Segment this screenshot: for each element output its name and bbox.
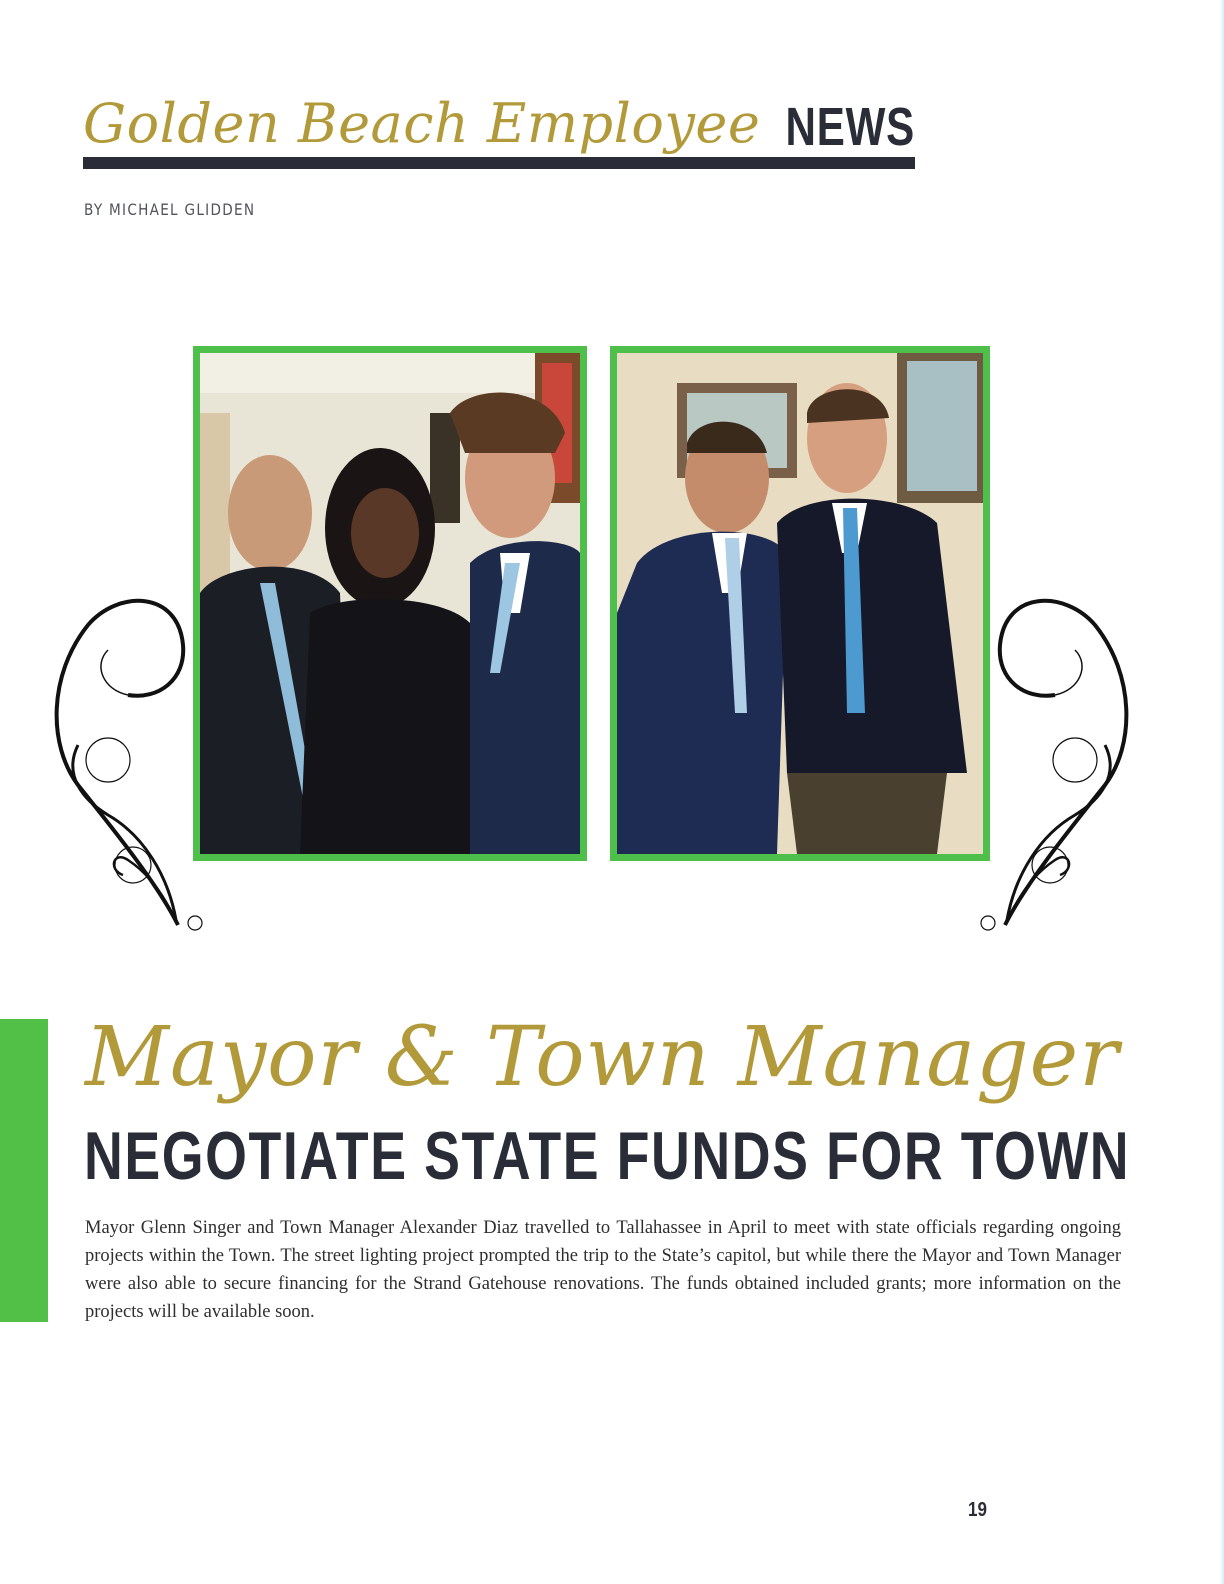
masthead	[83, 84, 915, 174]
green-accent-bar	[0, 1019, 48, 1322]
page-number: 19	[968, 1499, 987, 1521]
byline: BY MICHAEL GLIDDEN	[84, 200, 256, 219]
photo-right	[610, 346, 990, 861]
right-flourish-ornament	[975, 585, 1135, 940]
article-headline-script: Mayor & Town Manager	[85, 1010, 1120, 1105]
masthead-rule	[83, 157, 915, 169]
photo-left	[193, 346, 587, 861]
masthead-news-title: NEWS	[785, 97, 915, 157]
masthead-script-title: Golden Beach Employee	[83, 92, 761, 155]
left-flourish-ornament	[48, 585, 208, 940]
article-body: Mayor Glenn Singer and Town Manager Alexander Diaz travelled to Tallahassee in April to meet with state officials regarding ongoing projects within the Town. The street lighting project prompted the trip to the State’s capitol, but while there the Mayor and Town Manager were also able to secure financing for the Strand Gatehouse renovations. The funds obtained included grants; more information on the projects will be available soon.	[85, 1218, 1121, 1322]
article-headline: NEGOTIATE STATE FUNDS FOR TOWN	[84, 1118, 1131, 1194]
page-edge-tint	[1220, 0, 1224, 1584]
